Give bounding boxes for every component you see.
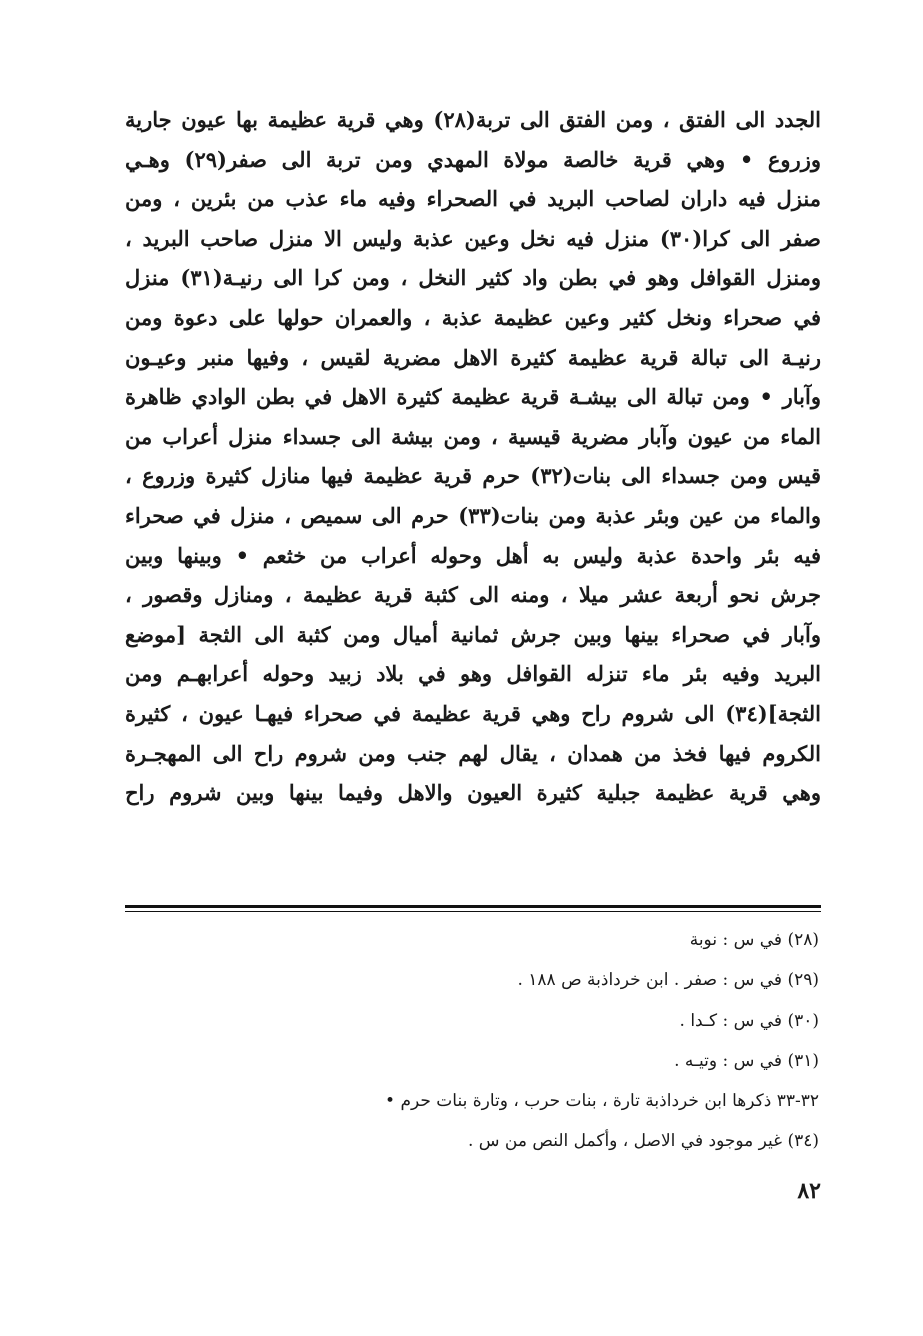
text-line: والماء من عين وبئر عذبة ومن بنات(٣٣) حرم الى سميص ، منزل في صحراء — [125, 502, 821, 528]
footnote: (٢٨) في س : نوبة — [689, 930, 819, 950]
text-line: الثجة](٣٤) الى شروم راح وهي قرية عظيمة في صحراء فيهـا عيون ، كثيرة — [125, 700, 821, 726]
text-line: البريد وفيه بئر ماء تنزله القوافل وهو في بلاد زبيد وحوله أعرابهـم ومن — [125, 661, 821, 687]
text-line: وهي قرية عظيمة جبلية كثيرة العيون والاهل وفيما بينها وبين شروم راح — [125, 780, 821, 806]
text-line: وآبار • ومن تبالة الى بيشـة قرية عظيمة كثيرة الاهل في بطن الوادي ظاهرة — [125, 384, 821, 410]
footnote: ٣٢-٣٣ ذكرها ابن خرداذبة تارة ، بنات حرب ، وتارة بنات حرم • — [385, 1091, 819, 1112]
text-line: صفر الى كرا(٣٠) منزل فيه نخل وعين عذبة وليس الا منزل صاحب البريد ، — [125, 225, 821, 251]
footnote: (٢٩) في س : صفر . ابن خرداذبة ص ١٨٨ . — [517, 970, 819, 991]
text-line: رنيـة الى تبالة قرية عظيمة كثيرة الاهل مضرية لقيس ، وفيها منبر وعيـون — [125, 344, 821, 370]
text-line: فيه بئر واحدة عذبة وليس به أهل وحوله أعراب من خثعم • وبينها وبين — [125, 542, 821, 568]
footnote-separator-thin — [125, 911, 821, 912]
text-line: الجدد الى الفتق ، ومن الفتق الى تربة(٢٨) وهي قرية عظيمة بها عيون جارية — [125, 107, 821, 132]
text-line: الكروم فيها فخذ من همدان ، يقال لهم جنب ومن شروم راح الى المهجـرة — [125, 740, 821, 766]
text-line: منزل فيه داران لصاحب البريد في الصحراء وفيه ماء عذب من بئرين ، ومن — [125, 186, 821, 212]
text-line: قيس ومن جسداء الى بنات(٣٢) حرم قرية عظيمة فيها منازل كثيرة وزروع ، — [125, 463, 821, 489]
text-line: جرش نحو أربعة عشر ميلا ، ومنه الى كثبة قرية عظيمة ، ومنازل وقصور ، — [125, 582, 821, 608]
text-line: وآبار في صحراء بينها وبين جرش ثمانية أميال ومن كثبة الى الثجة [موضع — [125, 621, 821, 647]
footnote: (٣٠) في س : كـدا . — [679, 1010, 819, 1031]
text-line: وزروع • وهي قرية خالصة مولاة المهدي ومن تربة الى صفر(٢٩) وهـي — [125, 146, 821, 172]
footnote-separator — [125, 905, 821, 908]
footnote: (٣٤) غير موجود في الاصل ، وأكمل النص من س . — [467, 1131, 819, 1152]
footnote: (٣١) في س : وتيـه . — [674, 1050, 819, 1071]
text-line: في صحراء ونخل كثير وعين عظيمة عذبة ، والعمران حولها على دعوة ومن — [125, 304, 821, 330]
main-text — [125, 100, 821, 813]
page-number: ٨٢ — [797, 1178, 821, 1204]
text-line: ومنزل القوافل وهو في بطن واد كثير النخل ، ومن كرا الى رنيـة(٣١) منزل — [125, 265, 821, 291]
text-line: الماء من عيون وآبار مضرية قيسية ، ومن بيشة الى جسداء منزل أعراب من — [125, 423, 821, 449]
footnotes — [125, 920, 821, 1162]
